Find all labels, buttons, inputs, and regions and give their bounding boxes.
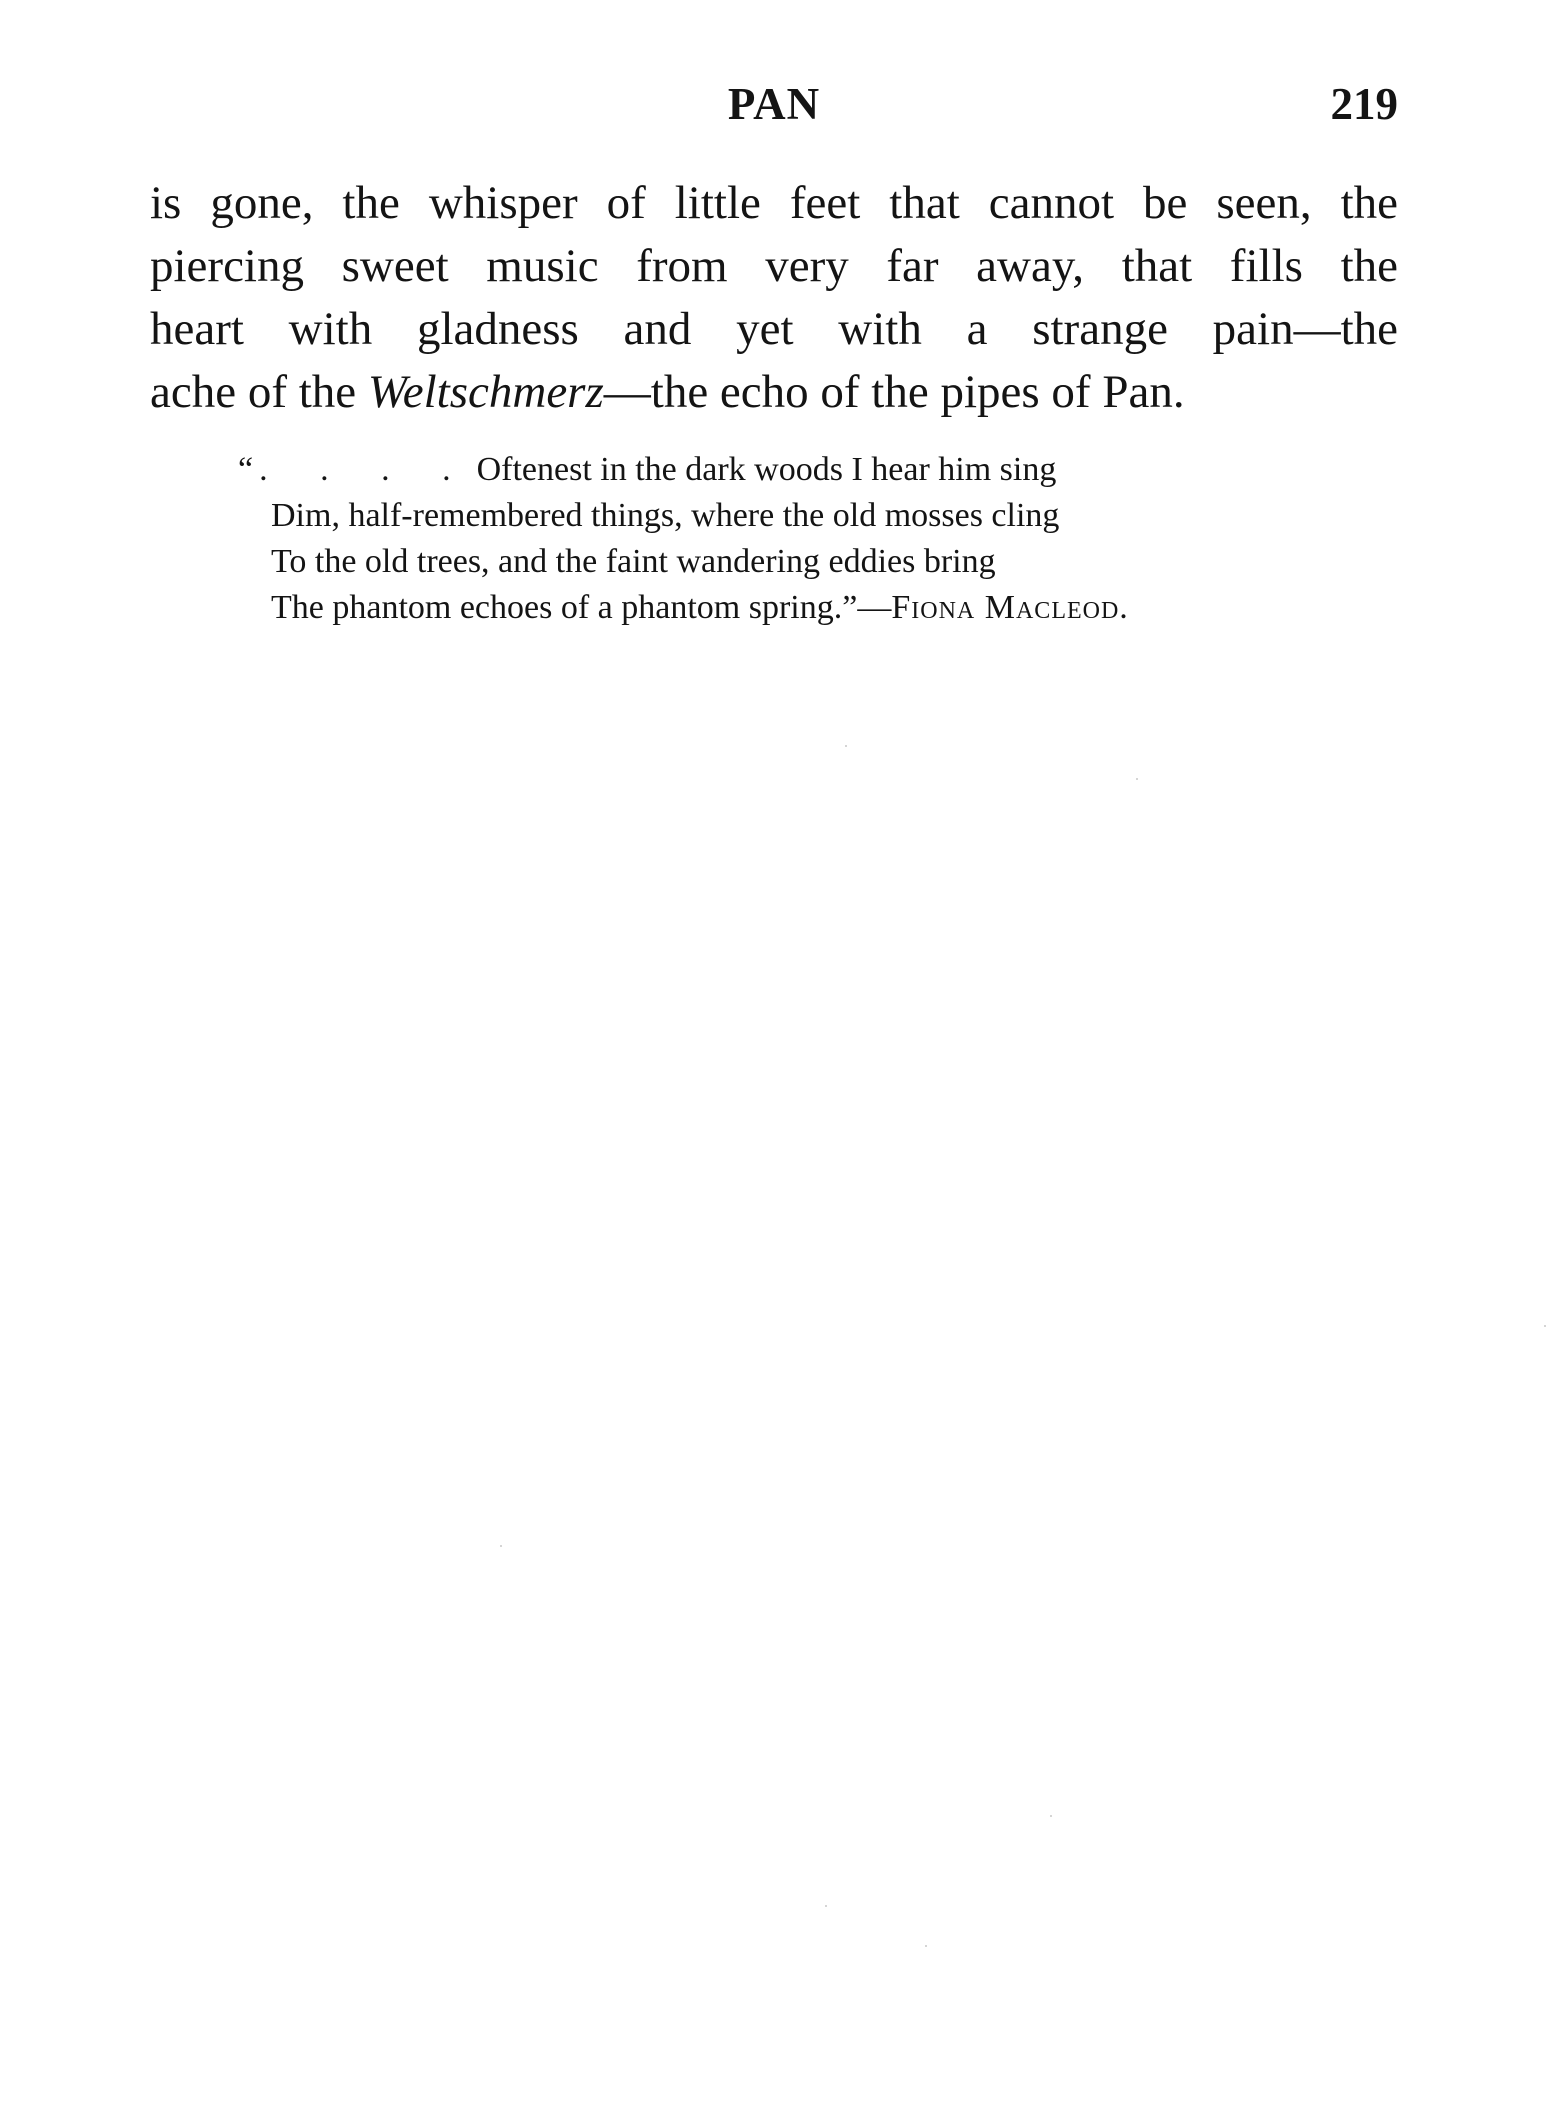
paper-speck	[500, 1545, 502, 1547]
paragraph-text: ache of the	[150, 366, 368, 418]
paragraph-line	[150, 361, 1398, 424]
running-head	[150, 78, 1398, 138]
paragraph-line: heart with gladness and yet with a strange pain—the	[150, 303, 1398, 355]
body-paragraph	[150, 172, 1398, 424]
verse-quotation	[238, 447, 1129, 631]
paragraph-line: piercing sweet music from very far away, that fills the	[150, 240, 1398, 292]
paper-speck	[1050, 1815, 1052, 1817]
verse-text: The phantom echoes of a phantom spring.”—	[271, 589, 892, 626]
opening-quote-mark: “	[238, 451, 254, 488]
paper-speck	[845, 745, 847, 747]
italic-term: Weltschmerz	[367, 366, 604, 418]
paragraph-text: —the echo of the pipes of Pan.	[603, 366, 1185, 418]
verse-line: Dim, half-remembered things, where the old mosses cling	[271, 497, 1060, 534]
paragraph-line: is gone, the whisper of little feet that cannot be seen, the	[150, 177, 1398, 229]
page-number: 219	[1330, 79, 1398, 129]
paper-speck	[825, 1905, 827, 1907]
paper-speck	[1136, 778, 1138, 780]
verse-line: To the old trees, and the faint wandering eddies bring	[271, 543, 996, 580]
verse-line	[238, 585, 1129, 631]
paper-speck	[1544, 1325, 1546, 1327]
attribution: Fiona Macleod.	[891, 589, 1129, 626]
verse-text: Oftenest in the dark woods I hear him sing	[476, 451, 1057, 488]
running-title: PAN	[727, 79, 821, 129]
ellipsis: . . . .	[259, 451, 473, 488]
verse-line	[238, 447, 1129, 493]
paper-speck	[925, 1945, 927, 1947]
